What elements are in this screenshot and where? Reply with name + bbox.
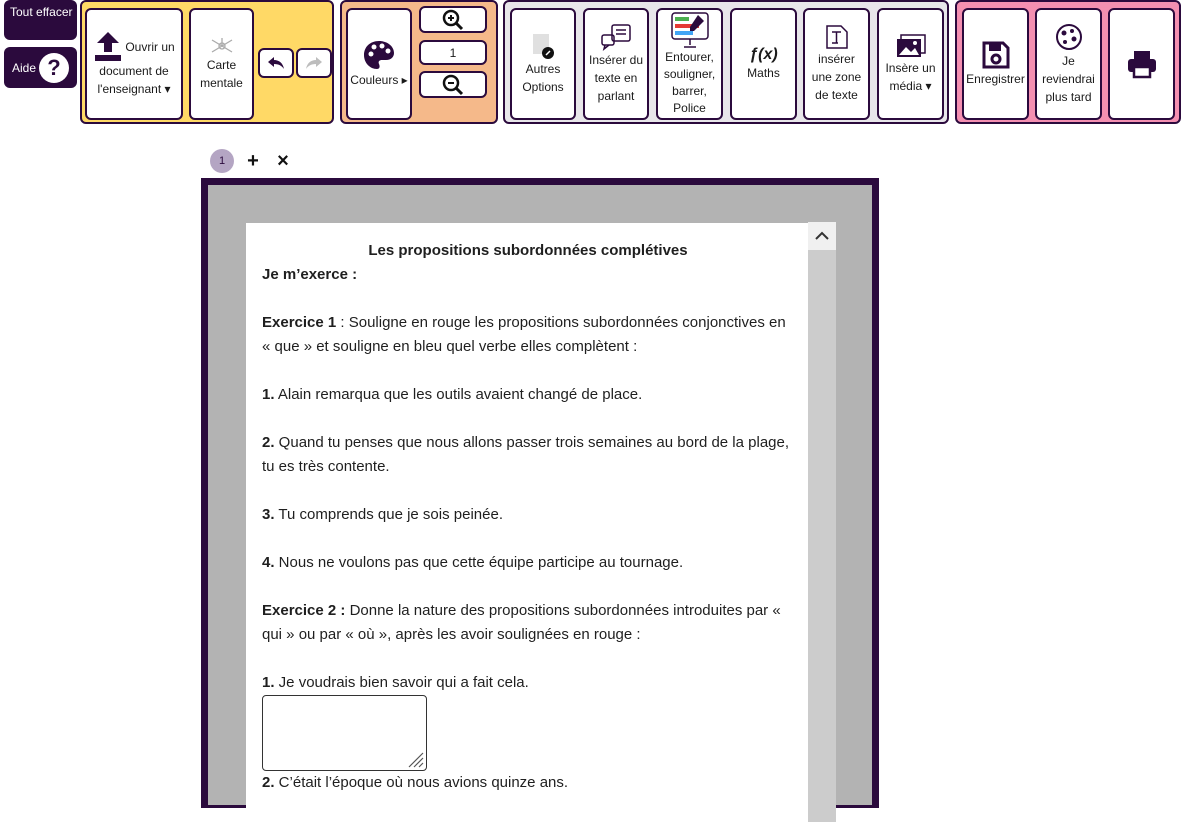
exercise-1-instructions — [262, 311, 794, 359]
speech-to-text-label: Insérer du texte en parlant — [588, 53, 644, 103]
open-document-button[interactable]: Ouvrir un document de l'enseignant ▾ — [85, 8, 183, 120]
insert-textbox-button[interactable] — [803, 8, 870, 120]
undo-icon — [266, 55, 286, 71]
insert-media-label: Insère un média ▾ — [885, 61, 936, 93]
insert-media-button[interactable] — [877, 8, 944, 120]
document-page[interactable] — [246, 223, 810, 823]
more-options-icon — [531, 32, 555, 60]
more-options-label: Autres Options — [522, 62, 564, 94]
help-icon: ? — [39, 53, 69, 83]
toolbar-group-save — [955, 0, 1181, 124]
mind-map-icon — [207, 36, 237, 56]
save-button[interactable] — [962, 8, 1029, 120]
list-item: 3. Tu comprends que je sois peinée. — [262, 506, 503, 523]
mind-map-label: Carte mentale — [200, 58, 243, 90]
colors-label: Couleurs ▸ — [350, 73, 408, 87]
annotate-button[interactable] — [656, 8, 723, 120]
zoom-out-icon — [442, 74, 464, 96]
more-options-button[interactable] — [510, 8, 576, 120]
upload-icon — [93, 30, 123, 62]
help-button[interactable] — [4, 47, 77, 88]
document-scrollbar[interactable] — [808, 222, 836, 822]
delete-page-button[interactable]: × — [277, 149, 289, 172]
colors-button[interactable] — [346, 8, 412, 120]
speech-to-text-button[interactable] — [583, 8, 649, 120]
list-item: 2. C’était l’époque où nous avions quinze ans. — [262, 774, 569, 791]
page-tabs — [210, 149, 294, 173]
maths-label: Maths — [747, 66, 780, 80]
document-title: Les propositions subordonnées complétives — [368, 242, 688, 259]
document-subtitle: Je m’exerce : — [262, 266, 358, 283]
cookie-icon — [1054, 22, 1084, 52]
document-viewport — [208, 185, 872, 805]
toolbar-group-document — [80, 0, 334, 124]
clear-all-label: Tout effacer — [10, 5, 73, 19]
help-label: Aide — [12, 60, 37, 75]
highlight-icon — [670, 11, 710, 49]
list-item: 1. Je voudrais bien savoir qui a fait cela. — [262, 674, 529, 691]
printer-icon — [1126, 49, 1158, 79]
media-icon — [895, 33, 927, 59]
mind-map-button[interactable] — [189, 8, 254, 120]
zoom-out-button[interactable] — [419, 71, 487, 98]
textbox-icon — [825, 24, 849, 50]
exercise-2-label: Exercice 2 : — [262, 602, 346, 619]
list-item: 2. Quand tu penses que nous allons passer trois semaines au bord de la plage, tu es très contente. — [262, 434, 790, 475]
scroll-up-button[interactable] — [808, 222, 836, 250]
list-item: 1. Alain remarqua que les outils avaient changé de place. — [262, 386, 643, 403]
undo-button[interactable] — [258, 48, 294, 78]
add-page-button[interactable]: + — [247, 149, 259, 172]
save-icon — [981, 40, 1011, 70]
toolbar-group-view — [340, 0, 498, 124]
exercise-1-label: Exercice 1 — [262, 314, 337, 331]
annotate-label: Entourer, souligner, barrer, Police — [663, 50, 716, 115]
exercise-2-instructions — [262, 599, 794, 647]
zoom-level-field[interactable] — [419, 40, 487, 65]
speech-bubble-icon — [600, 23, 632, 51]
list-item: 4. Nous ne voulons pas que cette équipe participe au tournage. — [262, 554, 684, 571]
maths-button[interactable] — [730, 8, 797, 120]
redo-icon — [304, 55, 324, 71]
save-label: Enregistrer — [966, 72, 1025, 86]
page-tab-1[interactable]: 1 — [210, 149, 234, 173]
answer-textbox[interactable] — [262, 695, 427, 771]
insert-textbox-label: insérer une zone de texte — [811, 52, 862, 102]
chevron-up-icon — [815, 231, 829, 241]
zoom-level-value: 1 — [449, 45, 457, 60]
exercise-1-text: : Souligne en rouge les propositions subordonnées conjonctives en « que » et souligne en bleu quel verbe elles complètent : — [262, 314, 786, 355]
come-back-later-label: Je reviendrai plus tard — [1042, 54, 1095, 104]
exercise-2-text: Donne la nature des propositions subordonnées introduites par « qui » ou par « où », après les avoir soulignées en rouge : — [262, 602, 781, 643]
resize-grip-icon[interactable] — [404, 748, 424, 768]
zoom-in-icon — [442, 9, 464, 31]
document-frame — [201, 178, 879, 808]
toolbar-group-tools — [503, 0, 949, 124]
function-icon: ƒ(x) — [749, 46, 778, 63]
palette-icon — [362, 39, 396, 71]
redo-button[interactable] — [296, 48, 332, 78]
come-back-later-button[interactable] — [1035, 8, 1102, 120]
clear-all-button[interactable] — [4, 0, 77, 40]
zoom-in-button[interactable] — [419, 6, 487, 33]
print-button[interactable] — [1108, 8, 1175, 120]
